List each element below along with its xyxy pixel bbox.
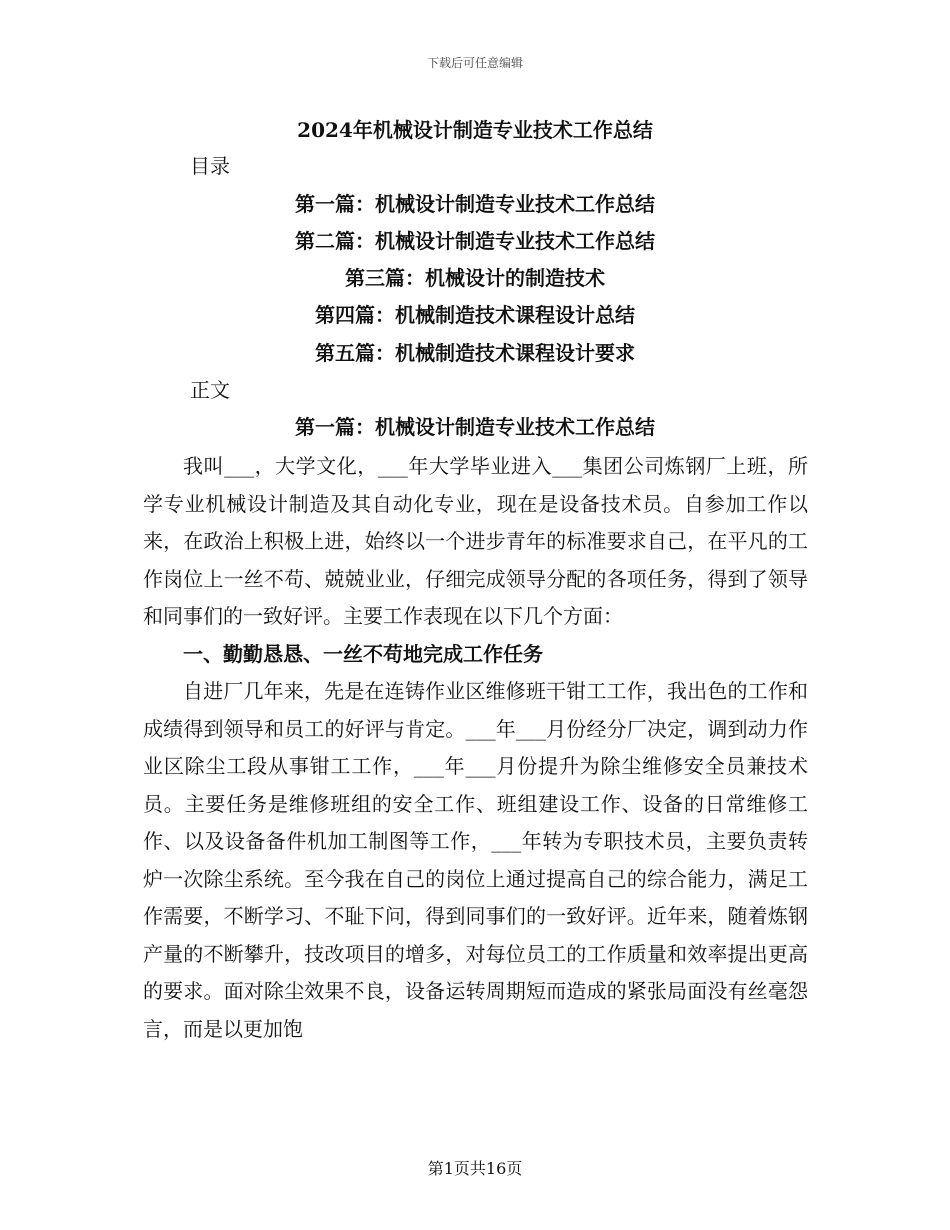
page-footer: 第1页共16页: [427, 1159, 523, 1178]
toc-item-4: 第四篇：机械制造技术课程设计总结: [315, 303, 635, 327]
toc-item-3: 第三篇：机械设计的制造技术: [345, 266, 605, 290]
document-title: 2024年机械设计制造专业技术工作总结: [297, 118, 653, 142]
toc-item-1: 第一篇：机械设计制造专业技术工作总结: [295, 192, 655, 216]
toc-label: 目录: [190, 154, 230, 178]
body-label: 正文: [190, 378, 230, 402]
paragraph-work: 自进厂几年来，先是在连铸作业区维修班干钳工工作，我出色的工作和成绩得到领导和员工的好评与肯定。___年___月份经分厂决定，调到动力作业区除尘工段从事钳工工作，___年___月份提升为除尘维修安全员兼技术员。主要任务是维修班组的安全工作、班组建设工作、设备的日常维修工作、以及设备备件机加工制图等工作，___年转为专职技术员，主要负责转炉一次除尘系统。至今我在自己的岗位上通过提高自己的综合能力，满足工作需要，不断学习、不耻下问，得到同事们的一致好评。近年来，随着炼钢产量的不断攀升，技改项目的增多，对每位员工的工作质量和效率提出更高的要求。面对除尘效果不良，设备运转周期短而造成的紧张局面没有丝毫怨言，而是以更加饱: [143, 679, 808, 1041]
body-text: [143, 448, 808, 1048]
toc-item-5: 第五篇：机械制造技术课程设计要求: [315, 341, 635, 365]
section-title: 第一篇：机械设计制造专业技术工作总结: [295, 415, 655, 439]
toc-item-2: 第二篇：机械设计制造专业技术工作总结: [295, 229, 655, 253]
subheading-1: 一、勤勤恳恳、一丝不苟地完成工作任务: [183, 641, 543, 666]
page-header-note: 下载后可任意编辑: [426, 56, 523, 70]
paragraph-intro: 我叫___，大学文化，___年大学毕业进入___集团公司炼钢厂上班，所学专业机械设计制造及其自动化专业，现在是设备技术员。自参加工作以来，在政治上积极上进，始终以一个进步青年的标准要求自己，在平凡的工作岗位上一丝不苟、兢兢业业，仔细完成领导分配的各项任务，得到了领导和同事们的一致好评。主要工作表现在以下几个方面：: [143, 454, 808, 628]
